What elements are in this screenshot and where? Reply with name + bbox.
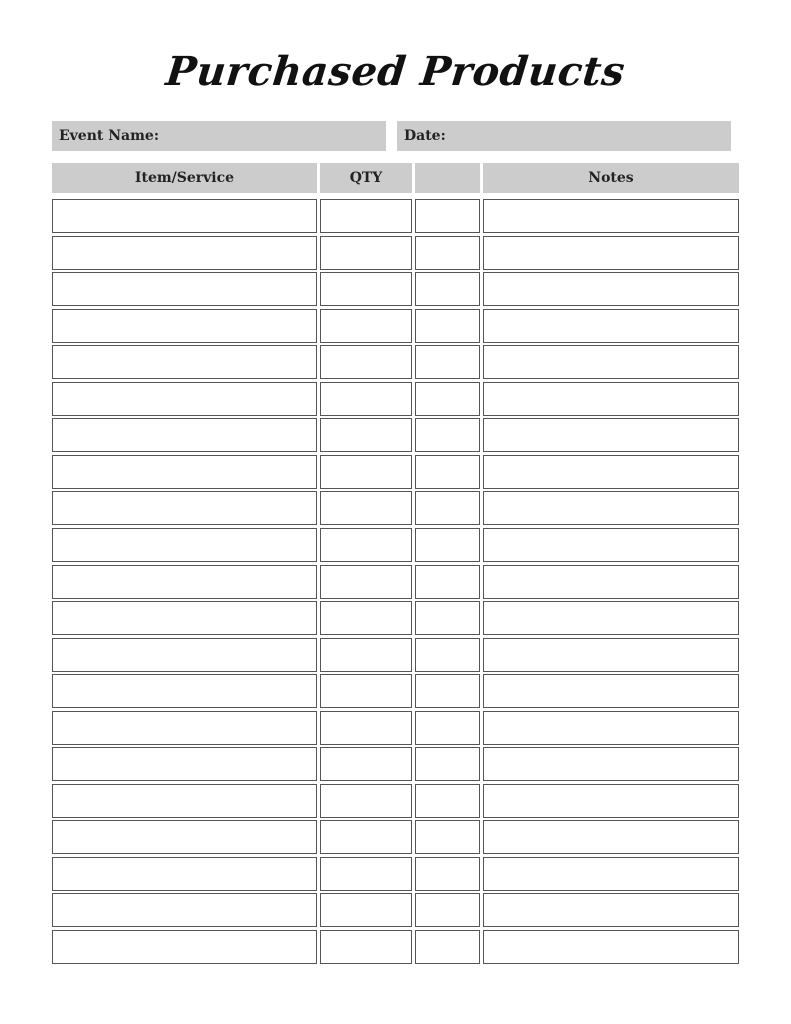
event-name-label: Event Name: bbox=[59, 128, 159, 144]
notes-cell[interactable] bbox=[483, 236, 739, 270]
qty-cell[interactable] bbox=[320, 418, 412, 452]
qty-cell[interactable] bbox=[320, 565, 412, 599]
qty-cell[interactable] bbox=[320, 893, 412, 927]
item-service-cell[interactable] bbox=[52, 747, 317, 781]
notes-cell[interactable] bbox=[483, 711, 739, 745]
notes-cell[interactable] bbox=[483, 638, 739, 672]
blank-cell[interactable] bbox=[415, 820, 480, 854]
notes-cell[interactable] bbox=[483, 455, 739, 489]
table-row bbox=[0, 199, 791, 233]
blank-cell[interactable] bbox=[415, 674, 480, 708]
item-service-cell[interactable] bbox=[52, 565, 317, 599]
item-service-cell[interactable] bbox=[52, 199, 317, 233]
table-row bbox=[0, 491, 791, 525]
blank-cell[interactable] bbox=[415, 236, 480, 270]
qty-cell[interactable] bbox=[320, 309, 412, 343]
notes-cell[interactable] bbox=[483, 857, 739, 891]
qty-cell[interactable] bbox=[320, 601, 412, 635]
item-service-cell[interactable] bbox=[52, 455, 317, 489]
table-row bbox=[0, 638, 791, 672]
table-row bbox=[0, 272, 791, 306]
table-row bbox=[0, 418, 791, 452]
qty-cell[interactable] bbox=[320, 820, 412, 854]
blank-cell[interactable] bbox=[415, 893, 480, 927]
notes-cell[interactable] bbox=[483, 309, 739, 343]
notes-cell[interactable] bbox=[483, 601, 739, 635]
notes-cell[interactable] bbox=[483, 893, 739, 927]
table-row bbox=[0, 309, 791, 343]
notes-cell[interactable] bbox=[483, 272, 739, 306]
qty-cell[interactable] bbox=[320, 345, 412, 379]
header-item-service: Item/Service bbox=[52, 163, 317, 193]
item-service-cell[interactable] bbox=[52, 674, 317, 708]
blank-cell[interactable] bbox=[415, 601, 480, 635]
item-service-cell[interactable] bbox=[52, 638, 317, 672]
qty-cell[interactable] bbox=[320, 857, 412, 891]
notes-cell[interactable] bbox=[483, 491, 739, 525]
table-row bbox=[0, 674, 791, 708]
item-service-cell[interactable] bbox=[52, 820, 317, 854]
blank-cell[interactable] bbox=[415, 857, 480, 891]
blank-cell[interactable] bbox=[415, 309, 480, 343]
header-notes: Notes bbox=[483, 163, 739, 193]
table-row bbox=[0, 893, 791, 927]
table-row bbox=[0, 236, 791, 270]
qty-cell[interactable] bbox=[320, 528, 412, 562]
notes-cell[interactable] bbox=[483, 382, 739, 416]
blank-cell[interactable] bbox=[415, 930, 480, 964]
qty-cell[interactable] bbox=[320, 455, 412, 489]
table-row bbox=[0, 565, 791, 599]
qty-cell[interactable] bbox=[320, 784, 412, 818]
notes-cell[interactable] bbox=[483, 565, 739, 599]
qty-cell[interactable] bbox=[320, 747, 412, 781]
table-row bbox=[0, 528, 791, 562]
item-service-cell[interactable] bbox=[52, 930, 317, 964]
blank-cell[interactable] bbox=[415, 528, 480, 562]
item-service-cell[interactable] bbox=[52, 272, 317, 306]
header-blank bbox=[415, 163, 480, 193]
blank-cell[interactable] bbox=[415, 711, 480, 745]
blank-cell[interactable] bbox=[415, 382, 480, 416]
item-service-cell[interactable] bbox=[52, 309, 317, 343]
blank-cell[interactable] bbox=[415, 418, 480, 452]
date-label: Date: bbox=[404, 128, 446, 144]
blank-cell[interactable] bbox=[415, 638, 480, 672]
table-row bbox=[0, 455, 791, 489]
table-row bbox=[0, 930, 791, 964]
notes-cell[interactable] bbox=[483, 747, 739, 781]
blank-cell[interactable] bbox=[415, 199, 480, 233]
item-service-cell[interactable] bbox=[52, 418, 317, 452]
notes-cell[interactable] bbox=[483, 784, 739, 818]
table-row bbox=[0, 747, 791, 781]
notes-cell[interactable] bbox=[483, 345, 739, 379]
qty-cell[interactable] bbox=[320, 199, 412, 233]
qty-cell[interactable] bbox=[320, 236, 412, 270]
page-title: Purchased Products bbox=[163, 48, 628, 95]
blank-cell[interactable] bbox=[415, 455, 480, 489]
table-row bbox=[0, 382, 791, 416]
notes-cell[interactable] bbox=[483, 418, 739, 452]
notes-cell[interactable] bbox=[483, 820, 739, 854]
item-service-cell[interactable] bbox=[52, 857, 317, 891]
blank-cell[interactable] bbox=[415, 747, 480, 781]
item-service-cell[interactable] bbox=[52, 345, 317, 379]
item-service-cell[interactable] bbox=[52, 382, 317, 416]
qty-cell[interactable] bbox=[320, 930, 412, 964]
item-service-cell[interactable] bbox=[52, 711, 317, 745]
table-row bbox=[0, 345, 791, 379]
item-service-cell[interactable] bbox=[52, 236, 317, 270]
blank-cell[interactable] bbox=[415, 784, 480, 818]
qty-cell[interactable] bbox=[320, 272, 412, 306]
qty-cell[interactable] bbox=[320, 711, 412, 745]
item-service-cell[interactable] bbox=[52, 601, 317, 635]
item-service-cell[interactable] bbox=[52, 528, 317, 562]
notes-cell[interactable] bbox=[483, 674, 739, 708]
table-row bbox=[0, 711, 791, 745]
table-row bbox=[0, 857, 791, 891]
table-row bbox=[0, 601, 791, 635]
date-field[interactable] bbox=[397, 121, 731, 151]
notes-cell[interactable] bbox=[483, 528, 739, 562]
qty-cell[interactable] bbox=[320, 638, 412, 672]
header-qty: QTY bbox=[320, 163, 412, 193]
blank-cell[interactable] bbox=[415, 565, 480, 599]
qty-cell[interactable] bbox=[320, 674, 412, 708]
blank-cell[interactable] bbox=[415, 491, 480, 525]
qty-cell[interactable] bbox=[320, 382, 412, 416]
item-service-cell[interactable] bbox=[52, 893, 317, 927]
table-row bbox=[0, 784, 791, 818]
blank-cell[interactable] bbox=[415, 345, 480, 379]
qty-cell[interactable] bbox=[320, 491, 412, 525]
item-service-cell[interactable] bbox=[52, 491, 317, 525]
table-row bbox=[0, 820, 791, 854]
item-service-cell[interactable] bbox=[52, 784, 317, 818]
event-name-field[interactable] bbox=[52, 121, 386, 151]
notes-cell[interactable] bbox=[483, 199, 739, 233]
blank-cell[interactable] bbox=[415, 272, 480, 306]
notes-cell[interactable] bbox=[483, 930, 739, 964]
